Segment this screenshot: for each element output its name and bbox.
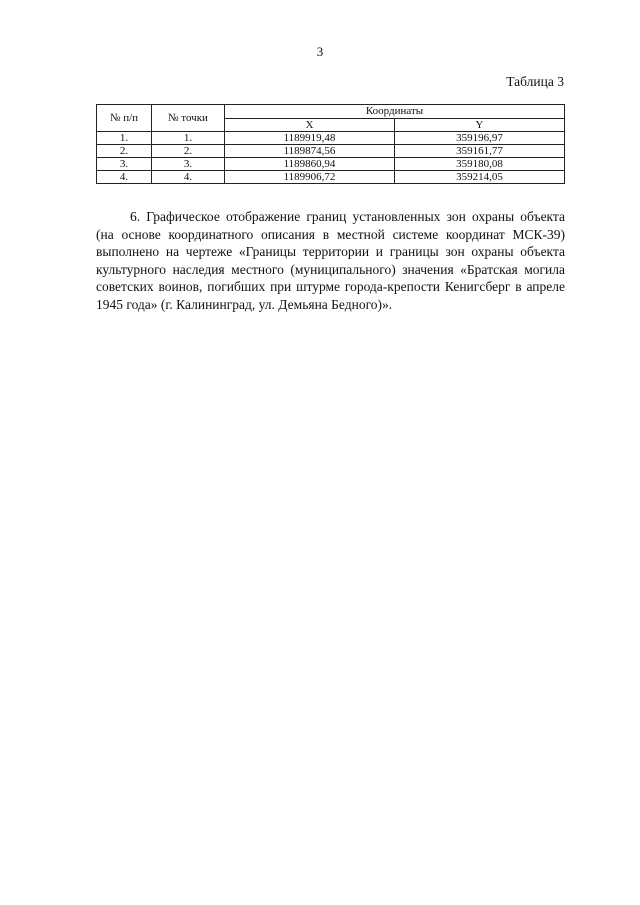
header-num: № п/п	[97, 105, 152, 132]
table-row	[97, 132, 565, 145]
table-row	[97, 171, 565, 184]
cell-y: 359180,08	[395, 158, 565, 171]
coordinates-table	[96, 104, 565, 184]
cell-y: 359214,05	[395, 171, 565, 184]
body-paragraph: 6. Графическое отображение границ установленных зон охраны объекта (на основе координатного описания в местной системе координат МСК-39) выполнено на чертеже «Границы территории и границы зон охраны объекта культурного наследия местного (муниципального) значения «Братская могила советских воинов, погибших при штурме города-крепости Кенигсберг в апреле 1945 года» (г. Калининград, ул. Демьяна Бедного)».	[96, 209, 565, 312]
cell-x: 1189860,94	[225, 158, 395, 171]
cell-point: 2.	[152, 145, 225, 158]
cell-y: 359161,77	[395, 145, 565, 158]
cell-num: 4.	[97, 171, 152, 184]
header-point: № точки	[152, 105, 225, 132]
cell-point: 4.	[152, 171, 225, 184]
cell-point: 3.	[152, 158, 225, 171]
page-number: 3	[316, 44, 324, 59]
cell-num: 1.	[97, 132, 152, 145]
header-coordinates: Координаты	[225, 105, 565, 119]
table-caption: Таблица 3	[506, 74, 564, 89]
cell-point: 1.	[152, 132, 225, 145]
cell-y: 359196,97	[395, 132, 565, 145]
table-row	[97, 145, 565, 158]
cell-x: 1189874,56	[225, 145, 395, 158]
cell-num: 2.	[97, 145, 152, 158]
header-y: Y	[395, 118, 565, 132]
cell-x: 1189906,72	[225, 171, 395, 184]
table-row	[97, 158, 565, 171]
cell-num: 3.	[97, 158, 152, 171]
cell-x: 1189919,48	[225, 132, 395, 145]
header-x: X	[225, 118, 395, 132]
